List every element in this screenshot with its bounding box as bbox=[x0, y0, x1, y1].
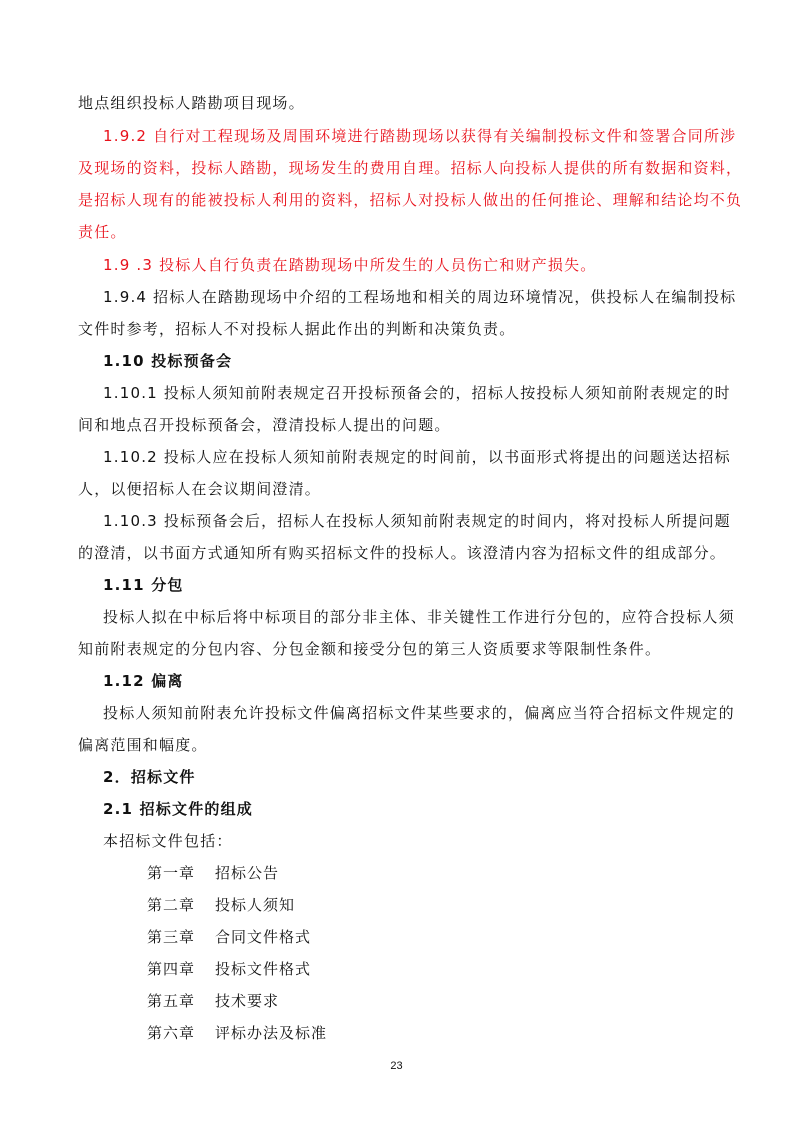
section-heading-2: 2．招标文件 bbox=[103, 768, 196, 786]
clause-1-9-2-line: 及现场的资料，投标人踏勘，现场发生的费用自理。招标人向投标人提供的所有数据和资料， bbox=[78, 159, 743, 177]
chapter-number: 第六章 bbox=[147, 1024, 196, 1042]
clause-1-11-line: 知前附表规定的分包内容、分包金额和接受分包的第三人资质要求等限制性条件。 bbox=[78, 640, 662, 658]
chapter-name: 评标办法及标准 bbox=[215, 1024, 328, 1042]
clause-1-9-2-line: 是招标人现有的能被投标人利用的资料，招标人对投标人做出的任何推论、理解和结论均不负 bbox=[78, 191, 743, 209]
chapter-number: 第三章 bbox=[147, 928, 196, 946]
chapter-name: 投标文件格式 bbox=[215, 960, 312, 978]
clause-1-12-line: 偏离范围和幅度。 bbox=[78, 736, 208, 754]
clause-1-11-line: 投标人拟在中标后将中标项目的部分非主体、非关键性工作进行分包的，应符合投标人须 bbox=[103, 608, 735, 626]
clause-1-9-3-line: 1.9 .3 投标人自行负责在踏勘现场中所发生的人员伤亡和财产损失。 bbox=[103, 256, 597, 274]
chapter-list-item bbox=[147, 1022, 327, 1044]
chapter-list-item bbox=[147, 926, 311, 948]
chapter-list-item bbox=[147, 958, 311, 980]
clause-1-10-2-line: 人，以便招标人在会议期间澄清。 bbox=[78, 480, 322, 498]
section-heading-1-10: 1.10 投标预备会 bbox=[103, 352, 233, 370]
clause-1-9-4-line: 1.9.4 招标人在踏勘现场中介绍的工程场地和相关的周边环境情况，供投标人在编制投标 bbox=[103, 288, 737, 306]
clause-1-10-1-line: 间和地点召开投标预备会，澄清投标人提出的问题。 bbox=[78, 416, 451, 434]
paragraph-line: 地点组织投标人踏勘项目现场。 bbox=[78, 94, 305, 112]
section-heading-1-11: 1.11 分包 bbox=[103, 576, 184, 594]
section-heading-2-1: 2.1 招标文件的组成 bbox=[103, 800, 253, 818]
clause-1-9-2-line: 责任。 bbox=[78, 223, 127, 241]
chapter-name: 合同文件格式 bbox=[215, 928, 312, 946]
clause-1-10-1-line: 1.10.1 投标人须知前附表规定召开投标预备会的，招标人按投标人须知前附表规定的时 bbox=[103, 384, 731, 402]
clause-1-9-2-line: 1.9.2 自行对工程现场及周围环境进行踏勘现场以获得有关编制投标文件和签署合同所涉 bbox=[103, 127, 737, 145]
chapter-number: 第四章 bbox=[147, 960, 196, 978]
clause-1-10-3-line: 1.10.3 投标预备会后，招标人在投标人须知前附表规定的时间内，将对投标人所提问题 bbox=[103, 512, 731, 530]
page-number: 23 bbox=[390, 1060, 403, 1072]
clause-1-10-2-line: 1.10.2 投标人应在投标人须知前附表规定的时间前，以书面形式将提出的问题送达招标 bbox=[103, 448, 731, 466]
section-heading-1-12: 1.12 偏离 bbox=[103, 672, 184, 690]
chapter-name: 招标公告 bbox=[215, 864, 280, 882]
clause-1-12-line: 投标人须知前附表允许投标文件偏离招标文件某些要求的，偏离应当符合招标文件规定的 bbox=[103, 704, 735, 722]
chapter-number: 第一章 bbox=[147, 864, 196, 882]
chapter-list-item bbox=[147, 862, 279, 884]
chapter-list-item bbox=[147, 894, 295, 916]
chapter-number: 第五章 bbox=[147, 992, 196, 1010]
chapter-number: 第二章 bbox=[147, 896, 196, 914]
chapter-name: 技术要求 bbox=[215, 992, 280, 1010]
clause-1-9-4-line: 文件时参考，招标人不对投标人据此作出的判断和决策负责。 bbox=[78, 320, 516, 338]
chapter-name: 投标人须知 bbox=[215, 896, 296, 914]
chapter-list-item bbox=[147, 990, 279, 1012]
paragraph-line: 本招标文件包括： bbox=[103, 832, 233, 850]
clause-1-10-3-line: 的澄清，以书面方式通知所有购买招标文件的投标人。该澄清内容为招标文件的组成部分。 bbox=[78, 544, 727, 562]
